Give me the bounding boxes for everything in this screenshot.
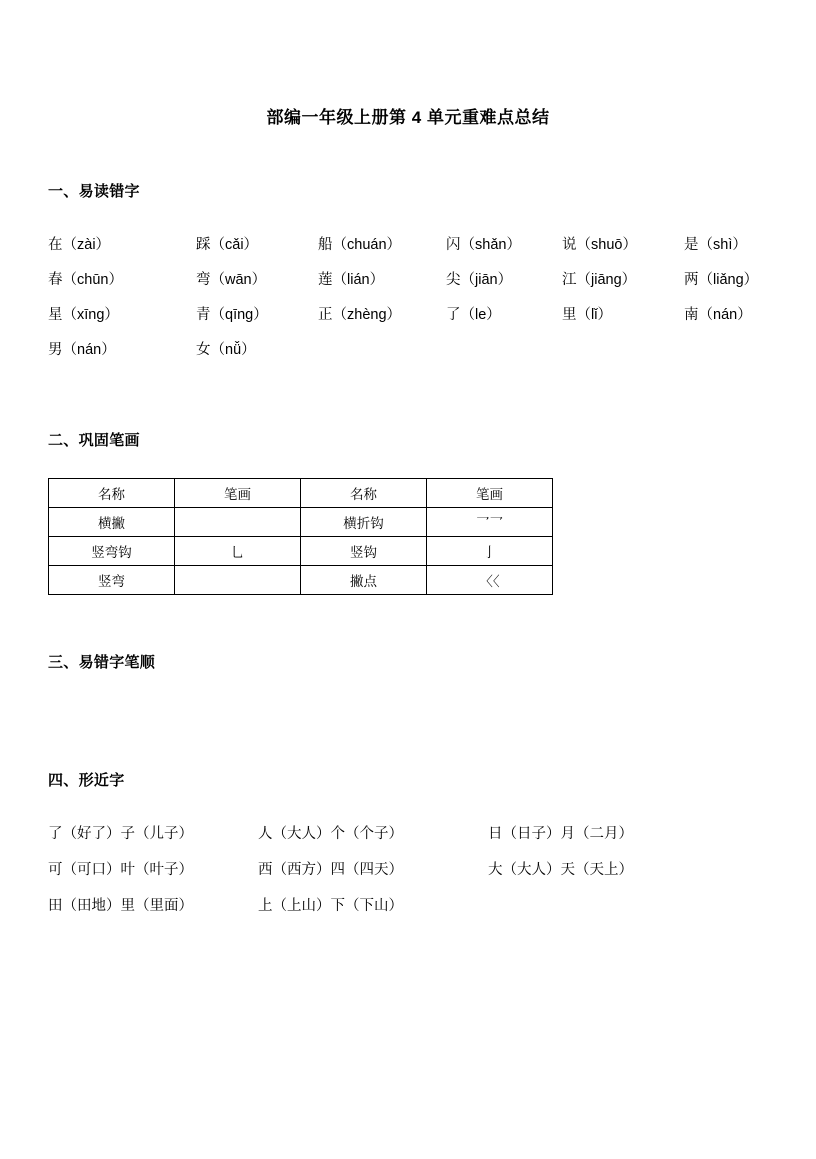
similar-char-cell: 西（西方）四（四天） — [258, 862, 403, 878]
section-heading-easily-misread: 一、易读错字 — [48, 183, 140, 200]
pinyin-cell: 船（chuán） — [318, 237, 402, 253]
pinyin-cell — [318, 338, 446, 373]
pinyin-cell: 是（shì） — [684, 237, 747, 253]
pinyin-cell: 女（nǚ） — [196, 342, 256, 358]
pinyin-cell: 弯（wān） — [196, 272, 267, 288]
pinyin-cell: 在（zài） — [48, 237, 111, 253]
stroke-name-cell: 竖弯 — [49, 566, 175, 595]
table-row — [48, 858, 768, 894]
similar-char-cell: 人（大人）个（个子） — [258, 826, 403, 842]
stroke-glyph-cell: 乛乛 — [427, 508, 553, 537]
similar-char-cell: 田（田地）里（里面） — [48, 898, 193, 914]
stroke-name-cell: 竖钩 — [301, 537, 427, 566]
column-header-stroke-1: 笔画 — [175, 479, 301, 508]
stroke-glyph-cell — [175, 508, 301, 537]
stroke-glyph-cell: 亅 — [427, 537, 553, 566]
table-header-row — [49, 479, 553, 508]
similar-char-cell: 大（大人）天（天上） — [488, 862, 633, 878]
stroke-name-cell: 横折钩 — [301, 508, 427, 537]
pinyin-cell: 尖（jiān） — [446, 272, 513, 288]
pinyin-cell: 闪（shǎn） — [446, 237, 521, 253]
table-row — [49, 566, 553, 595]
pinyin-cell — [562, 338, 684, 373]
similar-char-cell — [488, 894, 768, 930]
stroke-glyph-cell: 〈〈 — [427, 566, 553, 595]
pinyin-cell: 青（qīng） — [196, 307, 268, 323]
table-row — [49, 537, 553, 566]
pinyin-cell: 南（nán） — [684, 307, 752, 323]
pinyin-cell: 踩（cǎi） — [196, 237, 259, 253]
column-header-name-1: 名称 — [49, 479, 175, 508]
pinyin-cell: 春（chūn） — [48, 272, 123, 288]
table-row — [48, 894, 768, 930]
pinyin-cell: 男（nán） — [48, 342, 116, 358]
column-header-stroke-2: 笔画 — [427, 479, 553, 508]
pinyin-cell: 江（jiāng） — [562, 272, 637, 288]
pinyin-cell: 正（zhèng） — [318, 307, 402, 323]
pinyin-cell: 了（le） — [446, 307, 501, 323]
stroke-name-cell: 横撇 — [49, 508, 175, 537]
stroke-glyph-cell: 乚 — [175, 537, 301, 566]
pinyin-cell: 莲（lián） — [318, 272, 385, 288]
similar-characters-grid — [48, 822, 768, 930]
table-row — [48, 268, 768, 303]
stroke-glyph-cell — [175, 566, 301, 595]
table-row — [49, 508, 553, 537]
section-heading-stroke-order: 三、易错字笔顺 — [48, 654, 156, 671]
page-title: 部编一年级上册第 4 单元重难点总结 — [266, 108, 550, 127]
table-row — [48, 233, 768, 268]
document-page — [0, 103, 816, 1159]
similar-char-cell: 了（好了）子（儿子） — [48, 826, 193, 842]
table-row — [48, 303, 768, 338]
table-row — [48, 822, 768, 858]
pinyin-cell: 说（shuō） — [562, 237, 637, 253]
strokes-table — [48, 478, 553, 595]
stroke-name-cell: 撇点 — [301, 566, 427, 595]
pinyin-cell: 星（xīng） — [48, 307, 119, 323]
similar-char-cell: 上（上山）下（下山） — [258, 898, 403, 914]
stroke-order-empty-body — [48, 672, 768, 706]
pinyin-cell — [446, 338, 562, 373]
pinyin-cell: 两（liǎng） — [684, 272, 759, 288]
section-heading-strokes: 二、巩固笔画 — [48, 432, 140, 449]
section-heading-similar-characters: 四、形近字 — [48, 772, 125, 789]
stroke-name-cell: 竖弯钩 — [49, 537, 175, 566]
pinyin-word-grid — [48, 233, 768, 373]
table-row — [48, 338, 768, 373]
pinyin-cell — [684, 338, 768, 373]
similar-char-cell: 可（可口）叶（叶子） — [48, 862, 193, 878]
pinyin-cell: 里（lǐ） — [562, 307, 612, 323]
similar-char-cell: 日（日子）月（二月） — [488, 826, 633, 842]
column-header-name-2: 名称 — [301, 479, 427, 508]
